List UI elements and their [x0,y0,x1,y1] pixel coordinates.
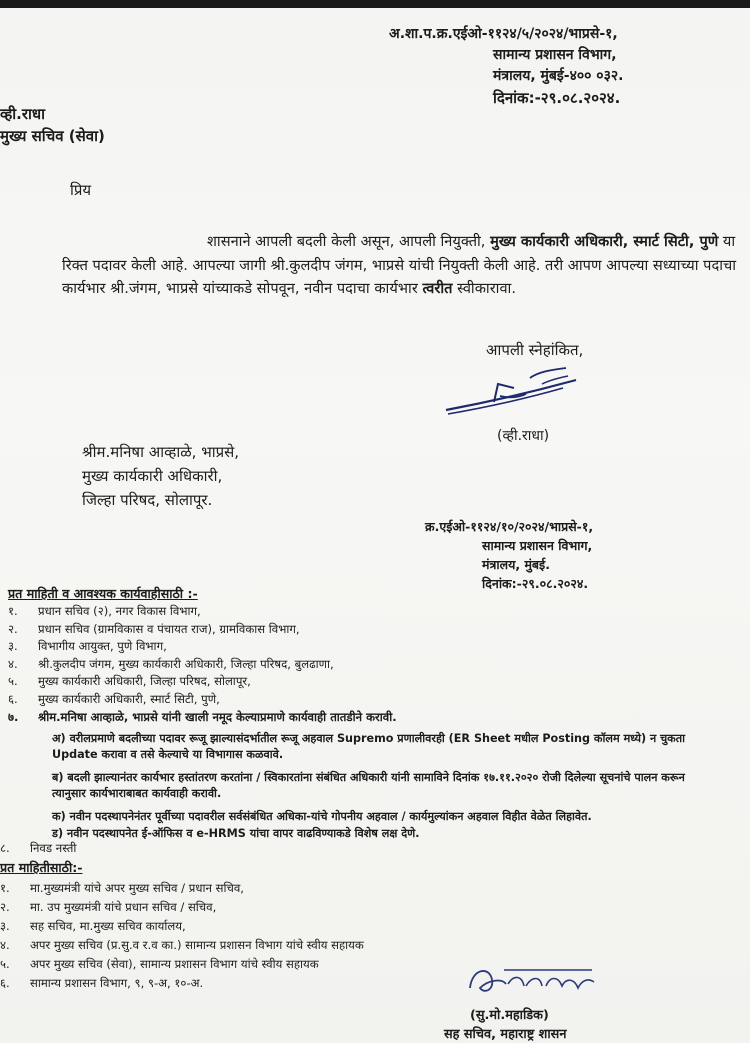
body-post-name: मुख्य कार्यकारी अधिकारी, स्मार्ट सिटी, पुणे [490,233,719,250]
copy-info-list [0,879,364,993]
salutation: प्रिय [70,181,92,199]
addressee-office: जिल्हा परिषद, सोलापूर. [82,491,213,509]
top-border [0,0,750,8]
list-item: ६. मुख्य कार्यकारी अधिकारी, स्मार्ट सिटी, पुणे, [8,691,220,706]
list-item: ४. अपर मुख्य सचिव (प्र.सु.व र.व का.) सामान्य प्रशासन विभाग यांचे स्वीय सहायक [0,938,364,952]
second-signatory-designation: सह सचिव, महाराष्ट्र शासन [444,1027,567,1042]
list-item: ३. विभागीय आयुक्त, पुणे विभाग, [8,639,167,654]
copy-action-list [8,603,397,726]
list-item: ३. सह सचिव, मा.मुख्य सचिव कार्यालय, [0,919,186,933]
letter-reference-number: अ.शा.प.क्र.एईओ-११२४/५/२०२४/भाप्रसे-१, [389,26,618,42]
sub-item-c: क) नवीन पदस्थापनेनंतर पूर्वीच्या पदावरील सर्वसंबंधित अधिका-यांचे गोपनीय अहवाल / कार्यमुल्यांकन अहवाल विहीत वेळेत लिहावेत. [52,810,592,823]
sub-item-b: ब) बदली झाल्यानंतर कार्यभार हस्तांतरण करतांना / स्विकारतांना संबंधित अधिकारी यांनी सामाविने दिनांक १७.११.२०२० रोजी दिलेल्या सूचनांचे पालन करून त्यानुसार कार्यभाराबाबत कार्यवाही करावी. [52,771,685,800]
second-reference-number: क्र.एईओ-११२४/१०/२०२४/भाप्रसे-१, [425,519,594,534]
list-item: १. प्रधान सचिव (२), नगर विकास विभाग, [8,604,201,618]
copy-info-heading: प्रत माहितीसाठी:- [0,860,83,875]
addressee-block [82,440,239,512]
list-item: ७. श्रीम.मनिषा आव्हाळे, भाप्रसे यांनी खाली नमूद केल्याप्रमाणे कार्यवाही तातडीने करावी. [8,709,397,724]
addressee-name: श्रीम.मनिषा आव्हाळे, भाप्रसे, [82,443,240,461]
body-text-1: शासनाने आपली बदली केली असून, आपली नियुक्ती, [207,233,491,250]
closing: आपली स्नेहांकित, [486,341,584,359]
list-item: ४. श्री.कुलदीप जंगम, मुख्य कार्यकारी अधिकारी, जिल्हा परिषद, बुलढाणा, [8,656,334,671]
list-item-8: ८. निवड नस्ती [0,841,77,855]
second-department: सामान्य प्रशासन विभाग, [482,538,593,553]
addressee-designation: मुख्य कार्यकारी अधिकारी, [82,467,223,485]
body-text-3: स्वीकारावा. [452,280,516,297]
signatory-name: (व्ही.राधा) [497,428,550,444]
body-text-2: या रिक्त पदावर केली आहे. आपल्या जागी श्री.कुलदीप जंगम, भाप्रसे यांची नियुक्ती केली आहे. तरी आपण आपल्या सध्याच्या पदाचा कार्यभार श्री.जंगम, भाप्रसे यांच्याकडे सोपवून, नवीन पदाचा कार्यभार [62,233,737,297]
signature-image [438,362,588,422]
list-item: ५. मुख्य कार्यकारी अधिकारी, जिल्हा परिषद, सोलापूर, [8,674,251,689]
body-paragraph [0,230,750,301]
sub-item-d: ड) नवीन पदस्थापनेत ई-ऑफिस व e-HRMS यांचा वापर वाढविण्याकडे विशेष लक्ष देणे. [52,827,420,840]
copy-action-heading: प्रत माहिती व आवश्यक कार्यवाहीसाठी :- [8,586,198,601]
body-immediate: त्वरीत [422,280,453,297]
second-date: दिनांक:-२९.०८.२०२४. [482,576,589,591]
second-signature-image [462,958,602,1004]
list-item: २. प्रधान सचिव (ग्रामविकास व पंचायत राज), ग्रामविकास विभाग, [8,621,300,636]
second-address: मंत्रालय, मुंबई. [482,557,550,572]
list-item: १. मा.मुख्यमंत्री यांचे अपर मुख्य सचिव / प्रधान सचिव, [0,881,244,895]
department-address: मंत्रालय, मुंबई-४०० ०३२. [493,68,624,84]
sender-designation: मुख्य सचिव (सेवा) [0,127,105,145]
second-signatory-name: (सु.मो.महाडिक) [470,1008,549,1023]
department-name: सामान्य प्रशासन विभाग, [493,47,617,63]
list-item: २. मा. उप मुख्यमंत्री यांचे प्रधान सचिव / सचिव, [0,900,217,914]
list-item: ५. अपर मुख्य सचिव (सेवा), सामान्य प्रशासन विभाग यांचे स्वीय सहायक [0,957,319,971]
sender-name: व्ही.राधा [0,105,46,123]
sub-item-a: अ) वरीलप्रमाणे बदलीच्या पदावर रूजू झाल्यासंदर्भातील रूजू अहवाल Supremo प्रणालीवरही (ER Sheet मधील Posting कॉलम मध्ये) न चुकता Update करावा व तसे केल्याचे या विभागास कळवावे. [52,732,686,761]
letter-date: दिनांक:-२९.०८.२०२४. [493,89,621,107]
list-item: ६. सामान्य प्रशासन विभाग, ९, ९-अ, १०-अ. [0,976,204,990]
